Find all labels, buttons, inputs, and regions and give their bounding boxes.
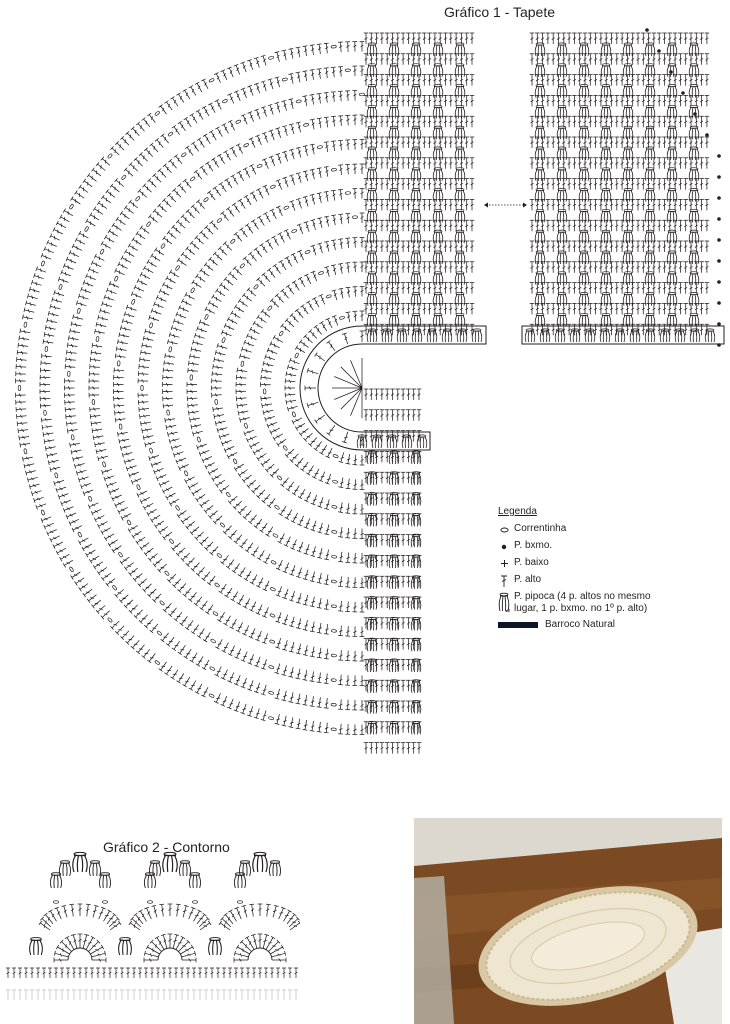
chain-stitch <box>146 221 151 227</box>
popcorn-stitch <box>253 852 267 872</box>
chain-stitch <box>270 613 276 617</box>
chain-stitch <box>303 123 309 127</box>
chain-stitch <box>112 585 117 591</box>
chain-stitch <box>317 145 323 148</box>
popcorn-stitch <box>427 329 437 342</box>
chain-stitch <box>217 553 223 558</box>
chain-stitch <box>114 276 118 282</box>
legend-label: P. bxmo. <box>514 540 553 551</box>
chain-stitch <box>268 56 274 60</box>
chain-stitch <box>135 196 140 202</box>
popcorn-stitch <box>525 329 535 342</box>
chain-stitch <box>18 385 21 390</box>
chain-stitch <box>209 78 215 83</box>
popcorn-stitch <box>397 329 407 342</box>
popcorn-stitch <box>675 329 685 342</box>
chain-stitch <box>269 640 275 644</box>
chart1-title: Gráfico 1 - Tapete <box>444 4 556 20</box>
chain-stitch <box>270 185 276 189</box>
chain-stitch <box>294 353 299 359</box>
chain-stitch <box>77 308 81 314</box>
popcorn-stitch <box>89 861 100 876</box>
chain-stitch <box>217 218 223 223</box>
continuation-arrow <box>484 203 527 208</box>
popcorn-stitch <box>59 861 70 876</box>
chain-stitch <box>215 399 218 404</box>
chain-stitch <box>175 265 180 271</box>
slip-stitch <box>669 70 673 74</box>
chain-stitch <box>352 216 357 219</box>
chain-stitch <box>222 99 228 104</box>
chain-stitch <box>67 371 70 376</box>
chain-stitch <box>209 693 215 698</box>
chain-stitch <box>332 530 338 534</box>
row-stitches <box>364 33 710 754</box>
chain-stitch <box>209 666 215 671</box>
popcorn-stitch <box>457 329 467 342</box>
base-row <box>6 968 298 978</box>
legend <box>498 506 718 635</box>
slip-stitch <box>717 196 721 200</box>
chain-stitch <box>244 423 248 429</box>
popcorn-stitch <box>372 435 382 448</box>
popcorn-stitch <box>630 329 640 342</box>
chain-stitch <box>268 691 274 695</box>
chain-stitch <box>103 901 108 904</box>
popcorn-stitch <box>269 861 280 876</box>
chain-stitch <box>175 505 180 511</box>
chain-stitch <box>117 361 120 366</box>
chain-stitch <box>44 410 47 415</box>
border-arch <box>219 904 300 962</box>
chain-stitch <box>136 484 140 490</box>
popcorn-stitch <box>690 329 700 342</box>
chain-stitch <box>318 271 324 275</box>
chain-stitch <box>96 336 100 342</box>
chain-stitch <box>243 143 249 148</box>
slip-stitch <box>717 217 721 221</box>
popcorn-stitch <box>179 861 190 876</box>
chain-stitch <box>119 424 122 430</box>
chain-stitch <box>193 901 198 904</box>
chain-stitch <box>283 445 288 451</box>
chain-stitch <box>41 261 45 267</box>
popcorn-stitch <box>119 938 132 955</box>
chain-stitch <box>203 197 209 202</box>
slip-stitch <box>693 112 697 116</box>
popcorn-stitch <box>73 852 87 872</box>
chain-stitch <box>233 458 238 464</box>
chain-stitch <box>339 316 345 320</box>
chain-stitch <box>292 412 296 418</box>
chain-stitch <box>296 100 302 104</box>
chain-stitch <box>331 580 337 583</box>
chain-stitch <box>154 111 160 116</box>
single-crochet-icon <box>498 557 510 570</box>
slip-stitch <box>657 49 661 53</box>
finished-doily-photo <box>414 818 722 1024</box>
popcorn-stitch <box>442 329 452 342</box>
chain-stitch <box>100 249 105 255</box>
popcorn-stitch <box>600 329 610 342</box>
chain-stitch <box>331 679 336 682</box>
chain-stitch <box>332 505 338 509</box>
popcorn-stitch <box>412 329 422 342</box>
chain-stitch <box>305 250 311 254</box>
slip-stitch <box>717 280 721 284</box>
popcorn-stitch <box>570 329 580 342</box>
popcorn-stitch <box>209 938 222 955</box>
popcorn-stitch <box>99 873 110 888</box>
legend-item <box>498 591 718 615</box>
chain-stitch <box>331 168 336 171</box>
chain-stitch <box>220 522 225 528</box>
chain-stitch <box>88 496 92 502</box>
chain-stitch <box>331 629 336 632</box>
popcorn-stitch <box>540 329 550 342</box>
chain-stitch <box>345 69 350 72</box>
chain-stitch <box>268 665 274 669</box>
chain-stitch <box>54 901 59 904</box>
chain-stitch <box>169 347 173 353</box>
chain-stitch <box>274 505 280 510</box>
chain-stitch <box>230 239 236 244</box>
chain-stitch <box>210 639 216 644</box>
slip-stitch-icon <box>498 540 510 553</box>
chain-stitch <box>240 263 246 268</box>
base-row-grey <box>6 990 298 1000</box>
chain-stitch <box>149 448 153 454</box>
chain-stitch <box>283 205 289 209</box>
chain-stitch <box>148 901 153 904</box>
popcorn-stitch <box>144 873 155 888</box>
chain-icon <box>498 523 510 536</box>
chain-stitch <box>235 120 241 125</box>
chain-stitch <box>238 901 243 904</box>
popcorn-stitch <box>163 852 177 872</box>
chain-stitch <box>149 323 153 329</box>
popcorn-stitch <box>660 329 670 342</box>
popcorn-stitch-icon <box>498 591 510 613</box>
chain-stitch <box>333 454 339 458</box>
double-crochet-icon <box>498 574 510 587</box>
chain-stitch <box>107 153 112 159</box>
chain-stitch <box>331 605 336 608</box>
border-arch <box>39 904 121 962</box>
legend-label: Barroco Natural <box>545 619 616 630</box>
legend-item <box>498 574 718 587</box>
chain-stitch <box>222 337 226 343</box>
slip-stitch <box>717 238 721 242</box>
popcorn-stitch <box>382 329 392 342</box>
chain-stitch <box>184 470 189 476</box>
chain-stitch <box>190 176 196 181</box>
chain-stitch <box>71 435 74 441</box>
slip-stitch <box>681 91 685 95</box>
chain-stitch <box>273 533 279 538</box>
chain-stitch <box>157 630 163 635</box>
chain-stitch <box>279 331 284 337</box>
chain-stitch <box>77 532 82 538</box>
popcorn-stitch <box>472 329 482 342</box>
chain-stitch <box>159 600 165 605</box>
chain-stitch <box>69 204 74 210</box>
popcorn-stitch <box>402 435 412 448</box>
chain-stitch <box>214 582 220 587</box>
chain-stitch <box>54 473 58 479</box>
slip-stitch <box>645 28 649 32</box>
chain-stitch <box>58 284 62 290</box>
chain-stitch <box>213 611 219 616</box>
chain-stitch <box>24 322 28 328</box>
chain-stitch <box>263 389 266 394</box>
chain-stitch <box>197 437 201 443</box>
chain-stitch <box>169 538 174 544</box>
popcorn-stitch <box>615 329 625 342</box>
chain-stitch <box>84 226 89 232</box>
chain-stitch <box>121 174 126 180</box>
slip-stitch <box>717 154 721 158</box>
legend-label: P. alto <box>514 574 542 585</box>
legend-label: P. pipoca (4 p. altos no mesmo lugar, 1 p. bxmo. no 1º p. alto) <box>514 591 651 614</box>
slip-stitch <box>705 133 709 137</box>
chain-stitch <box>181 152 187 157</box>
chain-stitch <box>267 305 272 311</box>
chain-stitch <box>271 560 277 565</box>
chain-stitch <box>102 462 106 468</box>
chain-stitch <box>257 164 263 169</box>
chain-stitch <box>107 617 112 623</box>
chain-stitch <box>127 520 132 526</box>
chain-stitch <box>282 78 288 82</box>
slip-stitch <box>717 259 721 263</box>
popcorn-stitch <box>585 329 595 342</box>
chain-stitch <box>45 346 48 351</box>
chain-stitch <box>270 587 276 591</box>
popcorn-stitch <box>367 329 377 342</box>
chain-stitch <box>154 660 160 665</box>
border-arch <box>129 904 211 962</box>
popcorn-stitch <box>189 873 200 888</box>
chain-stitch <box>331 728 336 731</box>
chart2-border-diagram <box>0 850 300 1024</box>
chain-stitch <box>166 410 169 415</box>
chain-stitch <box>41 510 45 516</box>
legend-item <box>498 523 718 536</box>
straight-rows <box>364 28 721 753</box>
legend-item <box>498 557 718 570</box>
chain-stitch <box>331 555 337 558</box>
popcorn-stitch <box>645 329 655 342</box>
chain-stitch <box>69 567 74 573</box>
chain-stitch <box>253 284 258 290</box>
chain-stitch <box>24 449 28 455</box>
popcorn-stitch <box>387 435 397 448</box>
popcorn-stitch <box>234 873 245 888</box>
center-popcorn-round <box>300 326 724 450</box>
chain-stitch <box>268 716 274 720</box>
chain-stitch <box>331 45 336 48</box>
chain-stitch <box>190 375 193 380</box>
legend-item <box>498 540 718 553</box>
chain-stitch <box>331 654 336 657</box>
chain-stitch <box>164 570 169 576</box>
legend-label: P. baixo <box>514 557 549 568</box>
chain-stitch <box>190 287 195 293</box>
chart2-title: Gráfico 2 - Contorno <box>103 839 230 855</box>
popcorn-stitch <box>705 329 715 342</box>
chain-stitch <box>331 703 336 706</box>
legend-label: Correntinha <box>514 523 567 534</box>
slip-stitch <box>717 301 721 305</box>
slip-stitch <box>717 322 721 326</box>
chain-stitch <box>118 552 123 558</box>
chain-stitch <box>92 399 95 404</box>
chain-stitch <box>277 475 283 480</box>
chain-stitch <box>226 492 231 498</box>
slip-stitch <box>717 175 721 179</box>
popcorn-stitch <box>50 873 61 888</box>
popcorn-stitch <box>30 938 43 955</box>
chain-stitch <box>241 361 245 367</box>
chain-stitch <box>332 480 338 484</box>
chain-stitch <box>131 299 135 305</box>
chain-stitch <box>160 243 165 249</box>
color-swatch <box>498 622 538 628</box>
popcorn-stitch <box>555 329 565 342</box>
chain-stitch <box>168 131 174 136</box>
legend-title: Legenda <box>498 506 537 517</box>
chain-stitch <box>326 294 332 298</box>
chain-stitch <box>345 192 350 195</box>
chain-stitch <box>204 314 209 320</box>
chain-stitch <box>291 229 297 233</box>
chain-stitch <box>141 385 144 390</box>
legend-item <box>498 619 718 631</box>
